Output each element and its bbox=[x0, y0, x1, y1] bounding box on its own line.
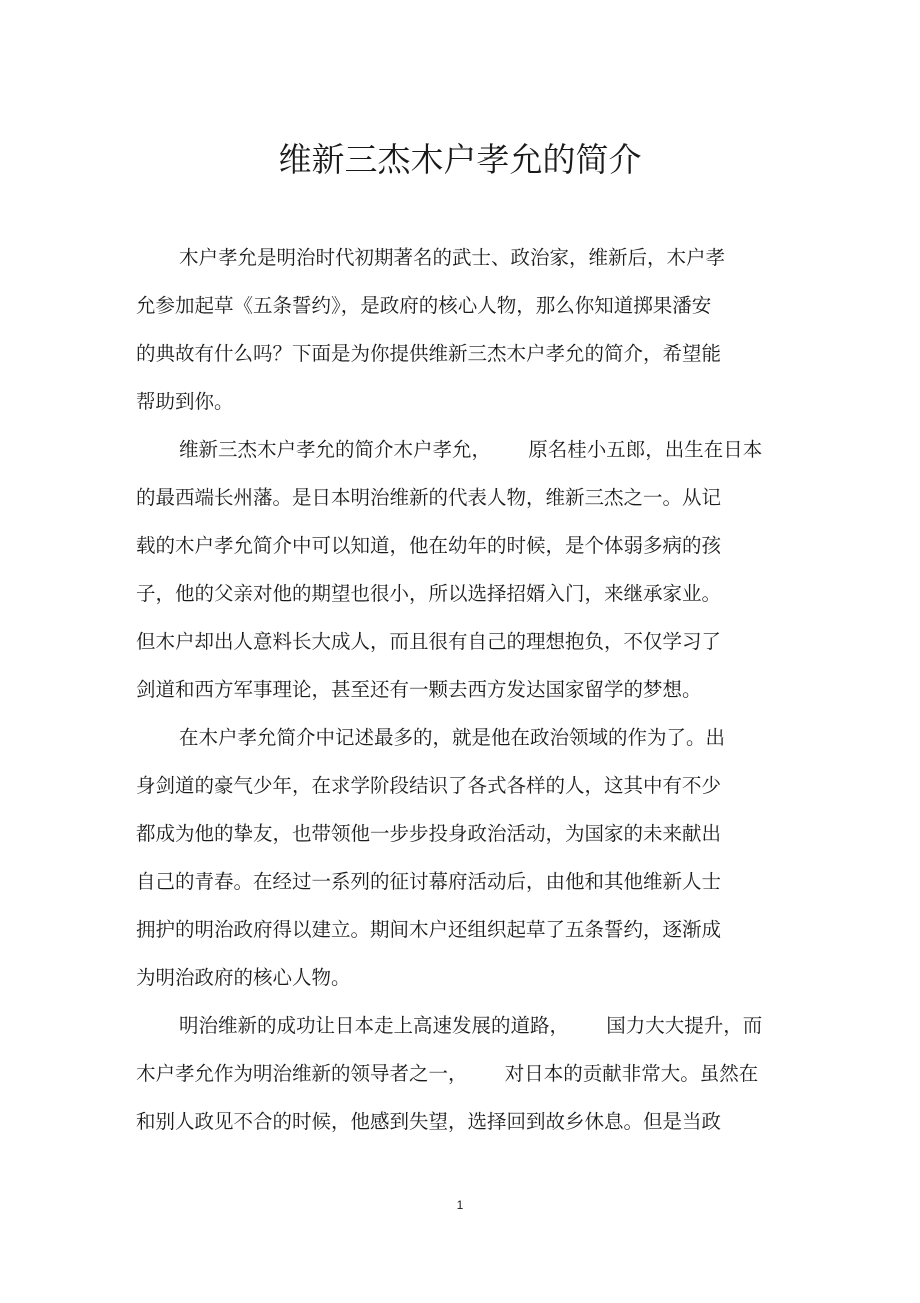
text-line: 木户孝允作为明治维新的领导者之一， 对日本的贡献非常大。虽然在 bbox=[136, 1062, 759, 1085]
text-line: 允参加起草《五条誓约》，是政府的核心人物，那么你知道掷果潘安 bbox=[136, 294, 712, 317]
paragraph-1 bbox=[136, 244, 796, 436]
document-title: 维新三杰木户孝允的简介 bbox=[278, 140, 642, 179]
text-line: 子，他的父亲对他的期望也很小，所以选择招婿入门，来继承家业。 bbox=[136, 582, 722, 605]
page-number: 1 bbox=[456, 1198, 464, 1212]
paragraph-2 bbox=[136, 436, 796, 724]
text-line: 的最西端长州藩。是日本明治维新的代表人物，维新三杰之一。从记 bbox=[136, 486, 722, 509]
text-line: 帮助到你。 bbox=[136, 390, 234, 413]
text-line: 拥护的明治政府得以建立。期间木户还组织起草了五条誓约，逐渐成 bbox=[136, 918, 722, 941]
text-line: 剑道和西方军事理论，甚至还有一颗去西方发达国家留学的梦想。 bbox=[136, 678, 702, 701]
text-line: 载的木户孝允简介中可以知道，他在幼年的时候，是个体弱多病的孩 bbox=[136, 534, 722, 557]
text-line: 身剑道的豪气少年，在求学阶段结识了各式各样的人，这其中有不少 bbox=[136, 774, 722, 797]
text-line: 自己的青春。在经过一系列的征讨幕府活动后，由他和其他维新人士 bbox=[136, 870, 722, 893]
text-line: 在木户孝允简介中记述最多的，就是他在政治领域的作为了。出 bbox=[179, 726, 726, 749]
text-line: 维新三杰木户孝允的简介木户孝允， 原名桂小五郎，出生在日本 bbox=[179, 438, 763, 461]
document-body bbox=[136, 244, 796, 1156]
paragraph-4 bbox=[136, 1012, 796, 1156]
paragraph-3 bbox=[136, 724, 796, 1012]
text-line: 都成为他的挚友，也带领他一步步投身政治活动，为国家的未来献出 bbox=[136, 822, 722, 845]
text-line: 的典故有什么吗？下面是为你提供维新三杰木户孝允的简介，希望能 bbox=[136, 342, 722, 365]
text-line: 但木户却出人意料长大成人，而且很有自己的理想抱负，不仅学习了 bbox=[136, 630, 722, 653]
text-line: 木户孝允是明治时代初期著名的武士、政治家，维新后，木户孝 bbox=[179, 246, 726, 269]
text-line: 为明治政府的核心人物。 bbox=[136, 966, 351, 989]
text-line: 和别人政见不合的时候，他感到失望，选择回到故乡休息。但是当政 bbox=[136, 1110, 722, 1133]
text-line: 明治维新的成功让日本走上高速发展的道路， 国力大大提升，而 bbox=[179, 1014, 763, 1037]
